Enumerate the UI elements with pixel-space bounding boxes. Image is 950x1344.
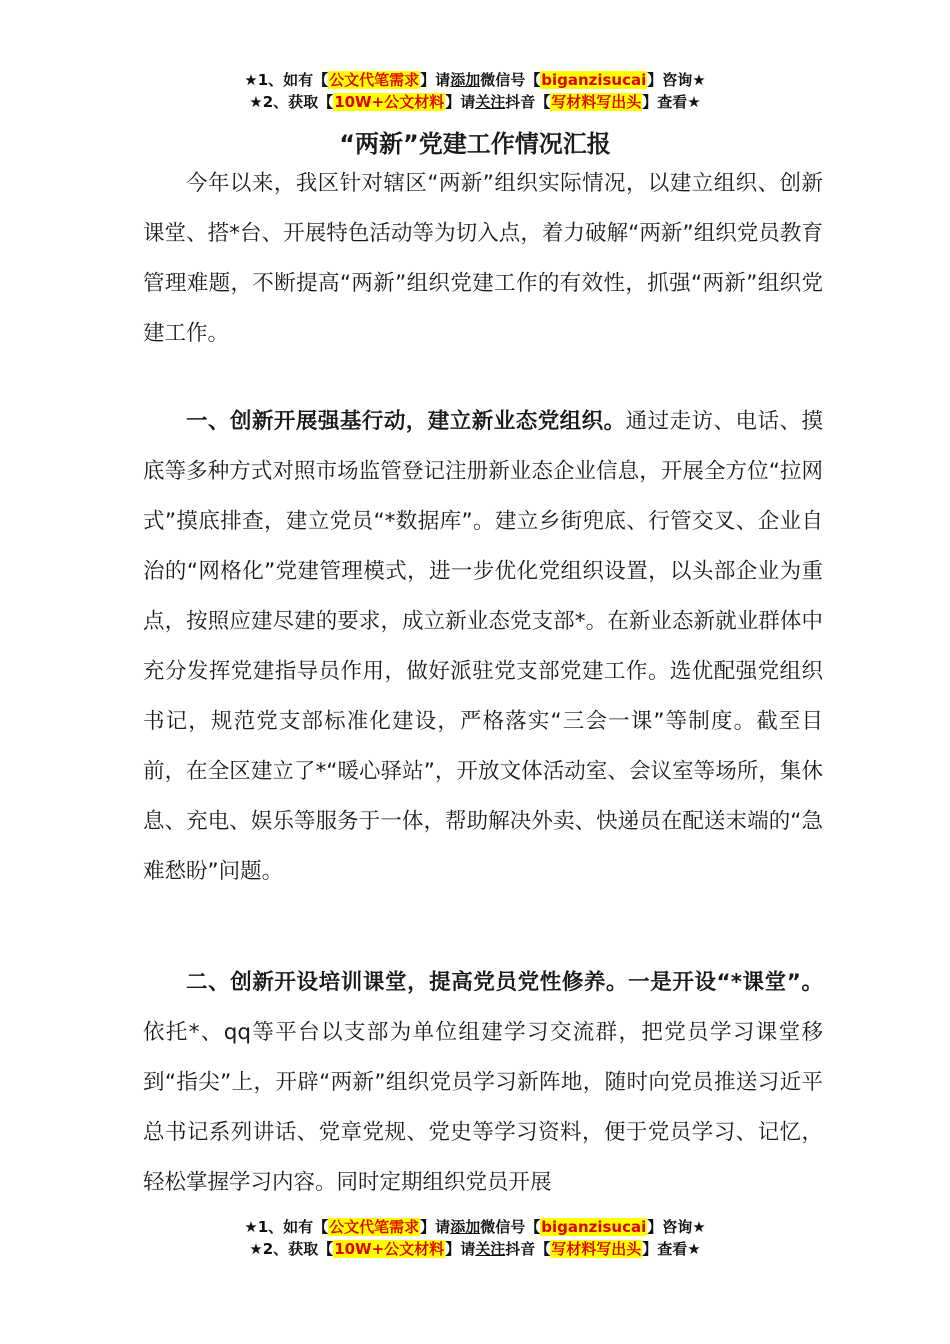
promo-text: ★1、如有【 [244, 1218, 329, 1236]
paragraph-section-2 [143, 958, 823, 1208]
promo-line-2 [0, 91, 950, 113]
promo-text: 微信号【 [480, 71, 541, 89]
promo-highlight-wechat: biganzisucai [541, 71, 647, 89]
paragraph-text: 今年以来，我区针对辖区“两新”组织实际情况，以建立组织、创新课堂、搭*台、开展特色活动等为切入点，着力破解“两新”组织党员教育管理难题，不断提高“两新”组织党建工作的有效性，抓强“两新”组织党建工作。 [143, 171, 823, 346]
promo-line-2 [0, 1238, 950, 1260]
promo-text: 】请 [420, 71, 451, 89]
promo-text: 微信号【 [480, 1218, 541, 1236]
promo-underlined-text: 添加 [450, 71, 481, 89]
promo-text: 抖音【 [505, 1240, 551, 1258]
promo-highlight-service: 公文代笔需求 [329, 1218, 420, 1236]
promo-highlight-materials: 10W+公文材料 [334, 1240, 445, 1258]
promo-text: 】请 [445, 1240, 476, 1258]
promo-text: ★2、获取【 [249, 93, 334, 111]
promo-text: 】咨询★ [647, 71, 706, 89]
promo-line-1 [0, 1216, 950, 1238]
promo-text: 抖音【 [505, 93, 551, 111]
promo-banner-bottom [0, 1216, 950, 1260]
promo-underlined-text: 关注 [475, 1240, 506, 1258]
promo-text: 】咨询★ [647, 1218, 706, 1236]
promo-underlined-text: 关注 [475, 93, 506, 111]
promo-banner-top [0, 69, 950, 113]
section-heading: 一、创新开展强基行动，建立新业态党组织。 [186, 409, 626, 434]
promo-text: 】查看★ [642, 1240, 701, 1258]
paragraph-text: 依托*、qq等平台以支部为单位组建学习交流群，把党员学习课堂移到“指尖”上，开辟“两新”组织党员学习新阵地，随时向党员推送习近平总书记系列讲话、党章党规、党史等学习资料，便于党员学习、记忆，轻松掌握学习内容。同时定期组织党员开展 [143, 1020, 823, 1195]
paragraph-section-1 [143, 397, 823, 897]
promo-text: 】查看★ [642, 93, 701, 111]
section-heading: 二、创新开设培训课堂，提高党员党性修养。一是开设“*课堂”。 [186, 970, 823, 995]
document-title: “两新”党建工作情况汇报 [339, 130, 611, 158]
promo-underlined-text: 添加 [450, 1218, 481, 1236]
promo-highlight-douyin: 写材料写出头 [551, 93, 642, 111]
promo-highlight-wechat: biganzisucai [541, 1218, 647, 1236]
promo-text: ★1、如有【 [244, 71, 329, 89]
promo-text: 】请 [420, 1218, 451, 1236]
promo-highlight-materials: 10W+公文材料 [334, 93, 445, 111]
paragraph-text: 通过走访、电话、摸底等多种方式对照市场监管登记注册新业态企业信息，开展全方位“拉网式”摸底排查，建立党员“*数据库”。建立乡街兜底、行管交叉、企业自治的“网格化”党建管理模式，进一步优化党组织设置，以头部企业为重点，按照应建尽建的要求，成立新业态党支部*。在新业态新就业群体中充分发挥党建指导员作用，做好派驻党支部党建工作。选优配强党组织书记，规范党支部标准化建设，严格落实“三会一课”等制度。截至目前，在全区建立了*“暖心驿站”，开放文体活动室、会议室等场所，集休息、充电、娱乐等服务于一体，帮助解决外卖、快递员在配送末端的“急难愁盼”问题。 [143, 409, 823, 884]
promo-text: 】请 [445, 93, 476, 111]
promo-highlight-service: 公文代笔需求 [329, 71, 420, 89]
paragraph-intro [143, 159, 823, 359]
promo-highlight-douyin: 写材料写出头 [551, 1240, 642, 1258]
promo-text: ★2、获取【 [249, 1240, 334, 1258]
promo-line-1 [0, 69, 950, 91]
